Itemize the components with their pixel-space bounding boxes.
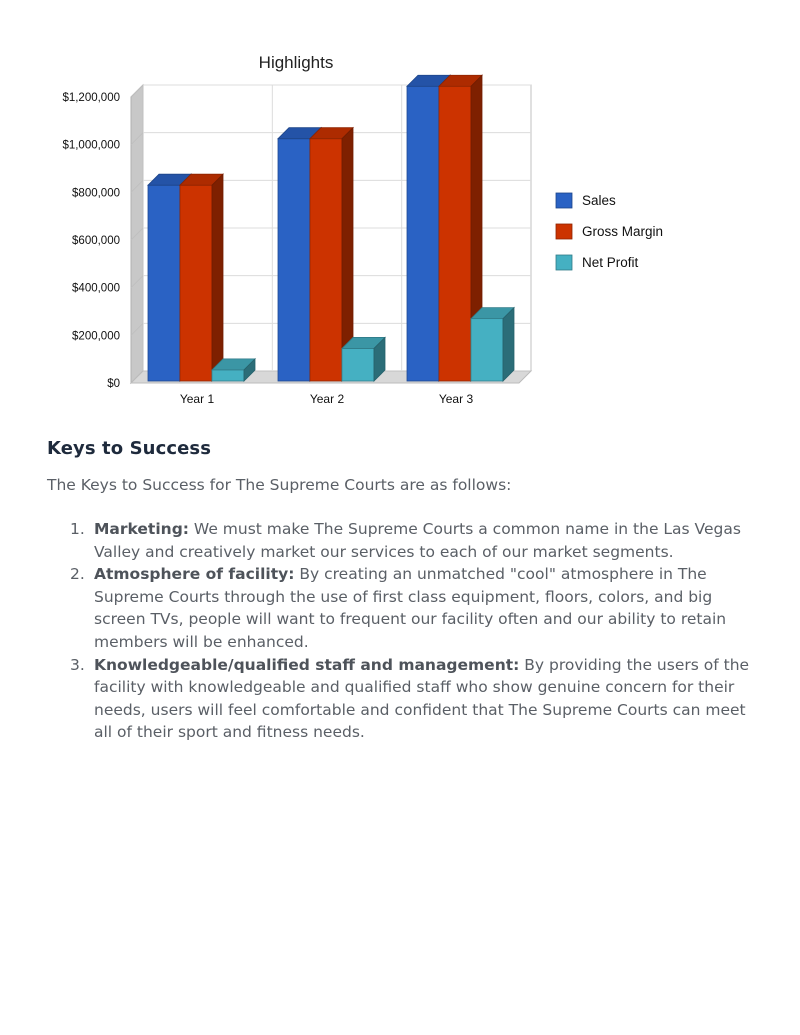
list-number: 3. (70, 655, 85, 674)
list-number: 1. (70, 520, 85, 538)
x-tick-label: Year 2 (309, 392, 345, 406)
y-tick-label: $0 (107, 378, 120, 390)
key-text: By providing the users of the facility with knowledgeable and qualified staff who show genuine concern for their needs, users will feel comfortable and confident that The Supreme Courts can meet all of their sport and fitness needs. (94, 655, 750, 742)
key-title: Knowledgeable/qualified staff and management: (94, 655, 520, 674)
x-tick-label: Year 1 (179, 392, 215, 406)
y-tick-label: $400,000 (72, 282, 120, 295)
bar (342, 337, 385, 381)
chart-title: Highlights (258, 53, 334, 72)
bar (180, 174, 223, 381)
key-text: By creating an unmatched "cool" atmosphere in The Supreme Courts through the use of first class equipment, floors, colors, and big screen TVs, people will want to frequent our facility often and our ability to retain members will be enhanced. (94, 565, 727, 651)
bar (471, 308, 514, 381)
list-item (47, 563, 763, 653)
list-item (47, 654, 763, 744)
bar-front (471, 319, 503, 381)
bar (310, 128, 353, 381)
key-title: Atmosphere of facility: (94, 565, 295, 584)
x-tick-label: Year 3 (438, 392, 474, 406)
list-item (47, 518, 763, 563)
legend-label: Gross Margin (582, 224, 664, 239)
y-tick-label: $200,000 (72, 330, 120, 343)
bar-front (342, 348, 374, 381)
bar-side (212, 174, 223, 381)
bar-front (310, 139, 342, 381)
section-title: Keys to Success (47, 438, 212, 459)
bar-front (407, 86, 439, 381)
legend-swatch (556, 224, 572, 239)
bar-front (148, 185, 180, 381)
list-number: 2. (70, 565, 85, 584)
highlights-chart (0, 0, 800, 430)
legend-swatch (556, 193, 572, 208)
legend-label: Sales (582, 193, 616, 208)
y-tick-label: $1,200,000 (62, 92, 120, 104)
key-text: We must make The Supreme Courts a common name in the Las Vegas Valley and creatively market our services to each of our market segments. (94, 520, 741, 561)
bar-front (278, 139, 310, 381)
bar-front (439, 86, 471, 381)
bar-front (180, 185, 212, 381)
legend-swatch (556, 255, 572, 270)
y-tick-label: $1,000,000 (62, 139, 120, 152)
keys-list (47, 518, 763, 744)
key-title: Marketing: (94, 520, 189, 538)
y-tick-label: $600,000 (72, 235, 120, 247)
y-tick-label: $800,000 (72, 187, 120, 200)
legend-label: Net Profit (582, 255, 639, 270)
intro-text: The Keys to Success for The Supreme Courts are as follows: (47, 476, 512, 494)
bar-front (212, 370, 244, 381)
chart-svg (0, 0, 800, 430)
bar-side (503, 308, 514, 381)
